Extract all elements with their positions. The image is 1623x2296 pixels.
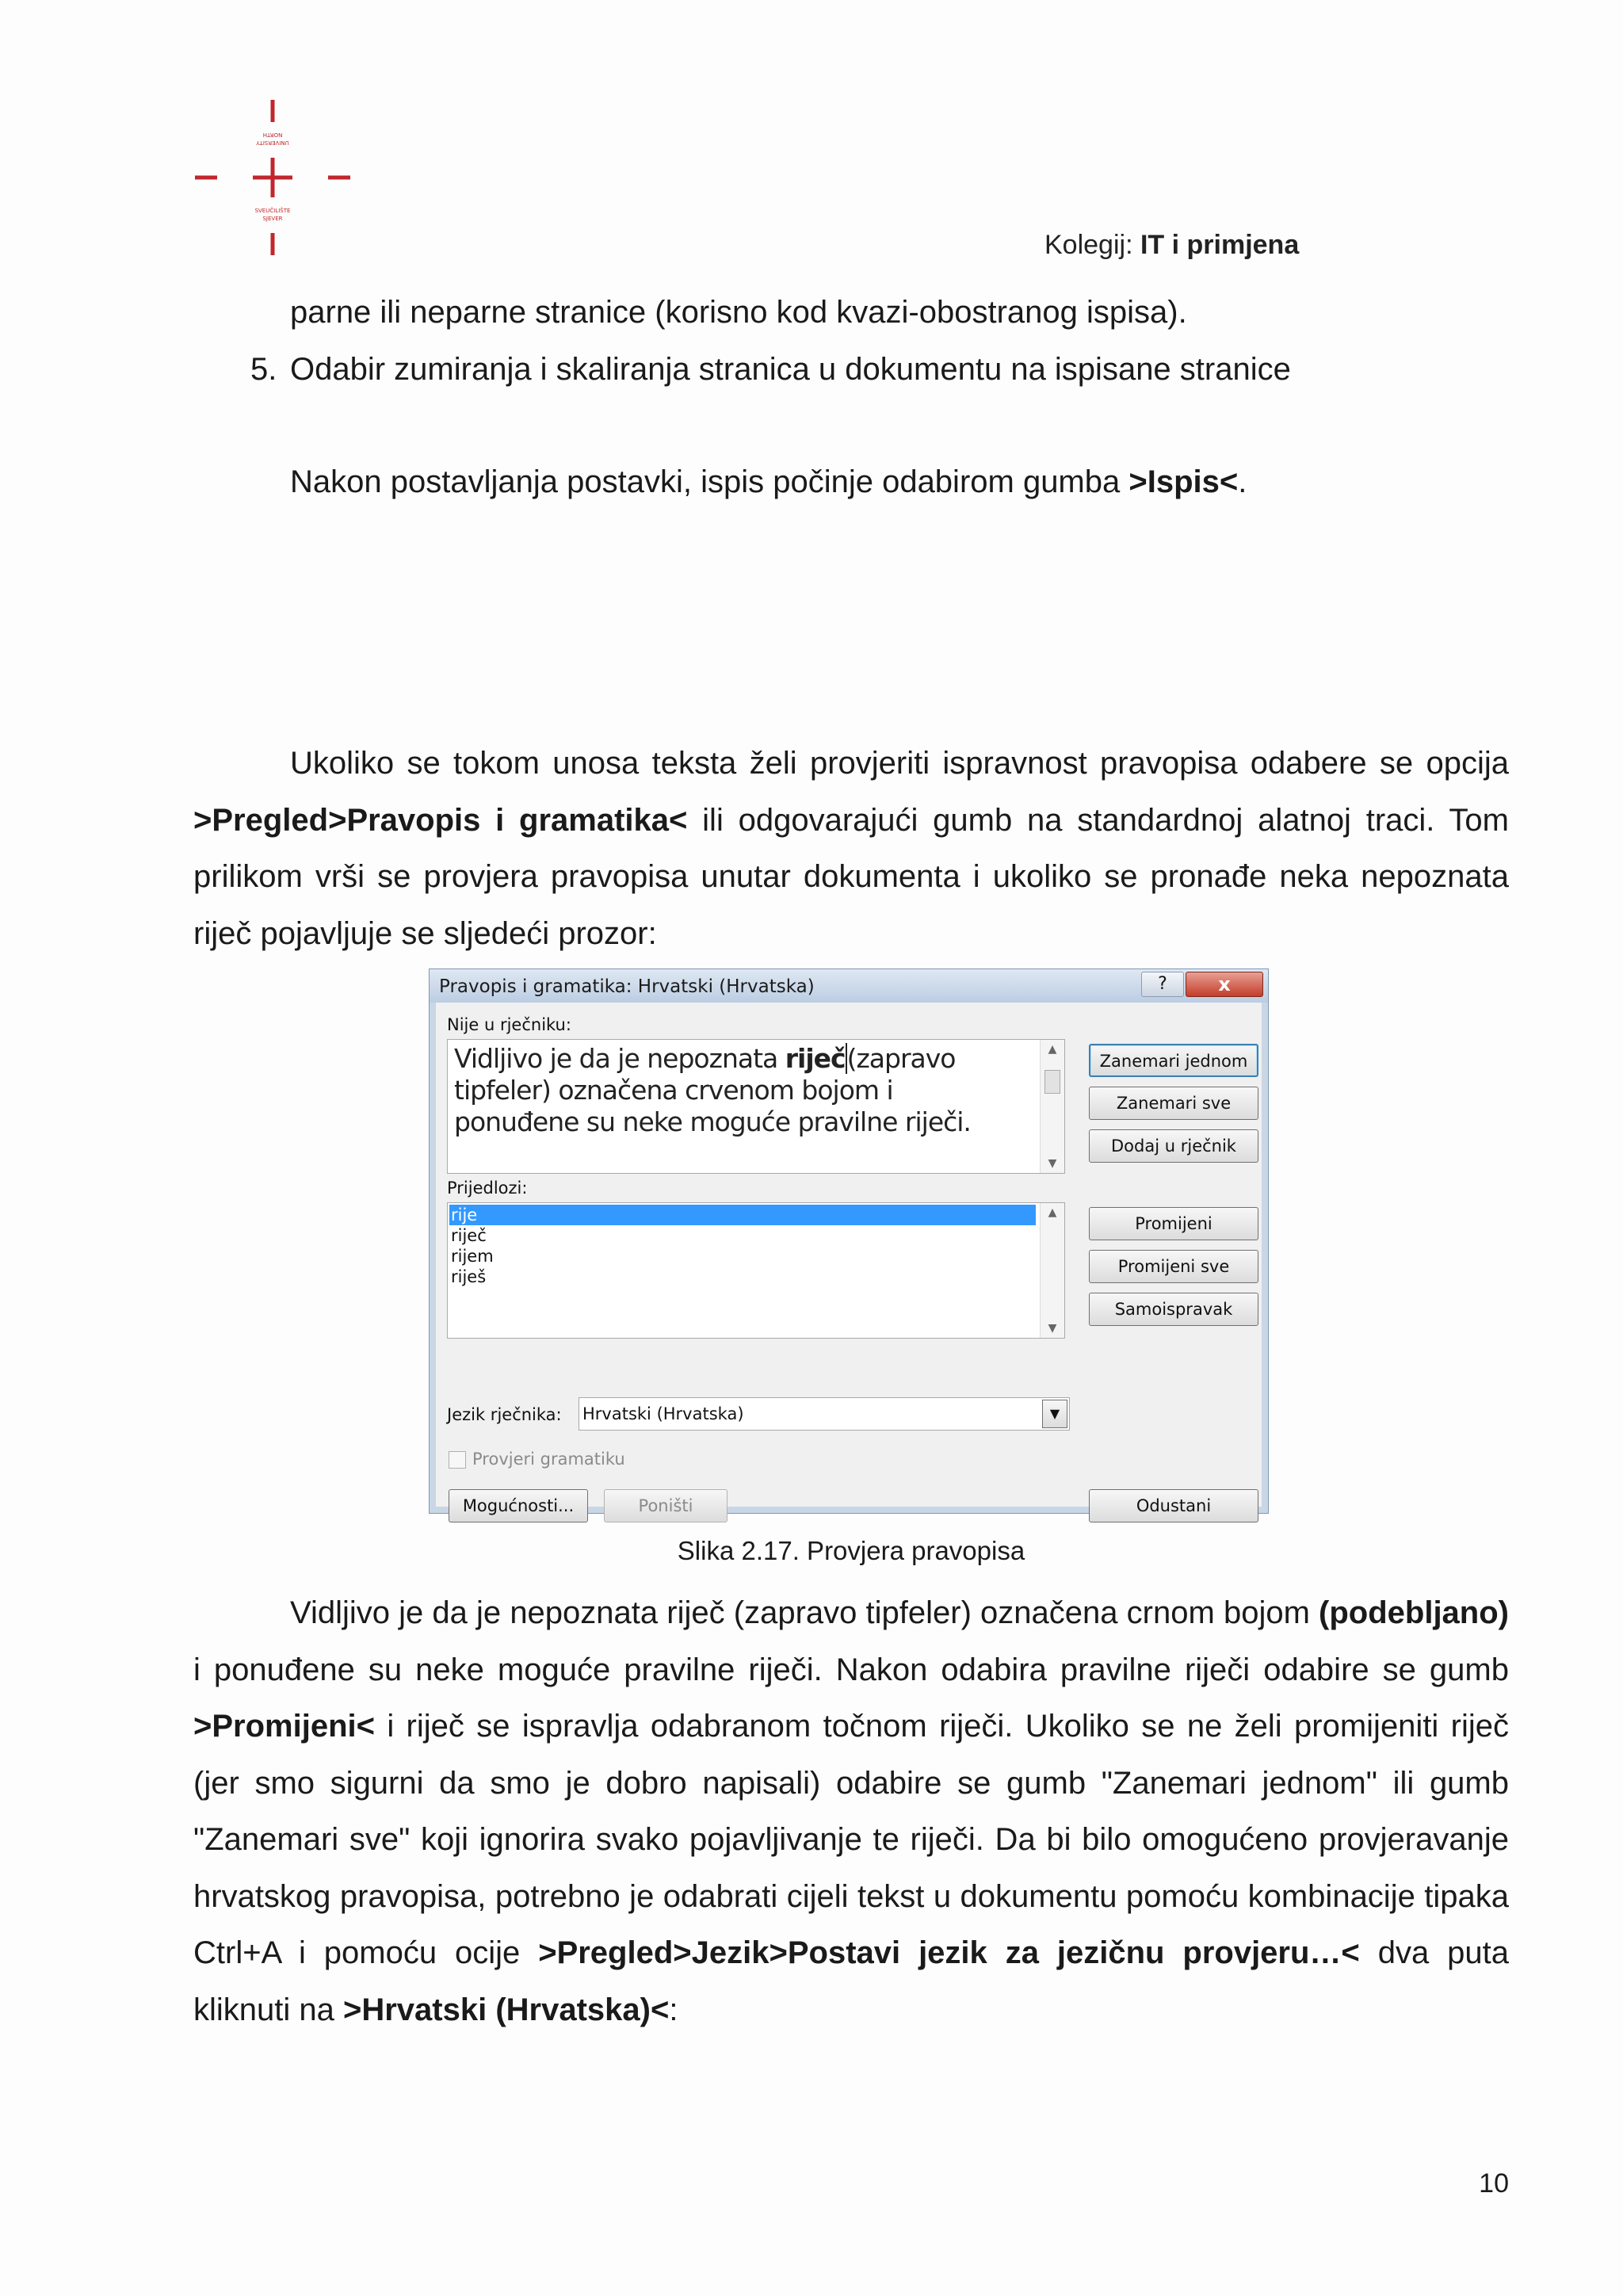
course-header — [1044, 230, 1299, 261]
p3-text-2: i ponuđene su neke moguće pravilne riječi. Nakon odabira pravilne riječi odabire se gumb — [193, 1652, 1509, 1687]
scroll-down-icon[interactable]: ▼ — [1048, 1157, 1057, 1170]
p3-bold-2: >Promijeni< — [193, 1709, 375, 1744]
p3-text-4: dva puta kliknuti na — [193, 1935, 1509, 2027]
sentence-after: (zapravo tipfeler) označena crvenom bojom i ponuđene su neke moguće pravilne riječi. — [454, 1043, 971, 1137]
misspelled-word: riječ — [785, 1043, 846, 1074]
svg-text:SVEUČILIŠTE: SVEUČILIŠTE — [254, 208, 291, 214]
ignore-all-button[interactable]: Zanemari sve — [1089, 1087, 1258, 1120]
check-grammar-checkbox[interactable] — [449, 1451, 466, 1469]
dialog-body — [436, 1003, 1262, 1515]
textbox-scrollbar[interactable] — [1040, 1040, 1064, 1173]
language-label: Jezik rječnika: — [447, 1405, 562, 1424]
scroll-up-icon[interactable]: ▲ — [1048, 1043, 1057, 1056]
page-number: 10 — [1479, 2168, 1509, 2199]
change-all-button[interactable]: Promijeni sve — [1089, 1250, 1258, 1283]
print-note — [290, 463, 1247, 501]
ignore-once-button[interactable]: Zanemari jednom — [1089, 1044, 1258, 1077]
p3-text-5: : — [669, 1992, 678, 2027]
paragraph-spellcheck-intro — [193, 735, 1509, 962]
chevron-down-icon[interactable]: ▼ — [1042, 1400, 1067, 1428]
svg-text:SJEVER: SJEVER — [262, 216, 283, 222]
p3-text-3: i riječ se ispravlja odabranom točnom riječi. Ukoliko se ne želi promijeniti riječ (jer smo sigurni da smo je dobro napisali) odabire se gumb "Zanemari jednom" ili gumb "Zanemari sve" koji ignorira svako pojavljivanje te riječi. Da bi bilo omogućeno provjeravanje hrvatskog pravopisa, potrebno je odabrati cijeli tekst u dokumentu pomoću kombinacije tipaka Ctrl+A i pomoću ocije — [193, 1709, 1509, 1970]
check-grammar-label: Provjeri gramatiku — [472, 1450, 625, 1469]
university-logo — [193, 98, 352, 257]
p2-bold-1: >Pregled>Pravopis i gramatika< — [193, 802, 688, 838]
scroll-thumb[interactable] — [1044, 1070, 1060, 1094]
suggestion-item[interactable]: riječ — [451, 1226, 487, 1245]
close-button[interactable]: x — [1186, 972, 1263, 997]
cancel-button[interactable]: Odustani — [1089, 1489, 1258, 1522]
language-select[interactable] — [579, 1397, 1070, 1431]
sentence-text — [454, 1043, 1025, 1138]
change-button[interactable]: Promijeni — [1089, 1207, 1258, 1240]
sentence-before: Vidljivo je da je nepoznata — [454, 1043, 785, 1074]
scroll-down-icon[interactable]: ▼ — [1048, 1322, 1057, 1335]
paragraph-spellcheck-explanation — [193, 1585, 1509, 2038]
svg-text:UNIVERSITY: UNIVERSITY — [256, 139, 289, 146]
p3-bold-4: >Hrvatski (Hrvatska)< — [342, 1992, 670, 2027]
not-in-dictionary-textbox[interactable] — [447, 1039, 1065, 1174]
list-item: Odabir zumiranja i skaliranja stranica u dokumentu na ispisane stranice — [290, 352, 1291, 387]
suggestion-item[interactable]: riješ — [451, 1267, 487, 1286]
logo-cross-icon — [193, 98, 352, 257]
suggestions-list[interactable] — [447, 1202, 1065, 1339]
autocorrect-button[interactable]: Samoispravak — [1089, 1293, 1258, 1326]
suggestion-item[interactable]: rije — [449, 1205, 1036, 1225]
spelling-dialog — [429, 968, 1269, 1514]
add-to-dictionary-button[interactable]: Dodaj u rječnik — [1089, 1129, 1258, 1163]
p3-text-1: Vidljivo je da je nepoznata riječ (zapravo tipfeler) označena crnom bojom — [290, 1595, 1319, 1630]
not-in-dictionary-label: Nije u rječniku: — [447, 1015, 571, 1034]
suggestion-item[interactable]: rijem — [451, 1247, 494, 1266]
print-note-bold: >Ispis< — [1128, 464, 1239, 499]
list-number: 5. — [250, 352, 277, 387]
p2-text-1: Ukoliko se tokom unosa teksta želi provjeriti ispravnost pravopisa odabere se opcija — [290, 746, 1509, 781]
dialog-title: Pravopis i gramatika: Hrvatski (Hrvatska) — [439, 976, 815, 997]
text-line: parne ili neparne stranice (korisno kod kvazi-obostranog ispisa). — [290, 295, 1187, 330]
options-button[interactable]: Mogućnosti... — [449, 1489, 588, 1522]
figure-caption: Slika 2.17. Provjera pravopisa — [677, 1536, 1025, 1565]
course-name: IT i primjena — [1140, 230, 1300, 260]
suggestions-scrollbar[interactable] — [1040, 1203, 1064, 1338]
course-label: Kolegij: — [1044, 230, 1140, 260]
help-button[interactable]: ? — [1141, 972, 1184, 997]
print-note-end: . — [1238, 464, 1247, 499]
print-note-text: Nakon postavljanja postavki, ispis počinje odabirom gumba — [290, 464, 1129, 499]
scroll-up-icon[interactable]: ▲ — [1048, 1206, 1057, 1219]
p3-bold-3: >Pregled>Jezik>Postavi jezik za jezičnu provjeru…< — [538, 1935, 1360, 1970]
language-value: Hrvatski (Hrvatska) — [582, 1404, 744, 1423]
undo-button[interactable]: Poništi — [604, 1489, 727, 1522]
dialog-titlebar — [430, 969, 1268, 1003]
svg-text:NORTH: NORTH — [262, 132, 283, 138]
suggestions-label: Prijedlozi: — [447, 1179, 528, 1198]
p2-text-2: ili odgovarajući gumb na standardnoj alatnoj traci. Tom prilikom vrši se provjera pravopisa unutar dokumenta i ukoliko se pronađe neka nepoznata riječ pojavljuje se sljedeći prozor: — [193, 802, 1510, 951]
p3-bold-1: (podebljano) — [1319, 1595, 1509, 1630]
